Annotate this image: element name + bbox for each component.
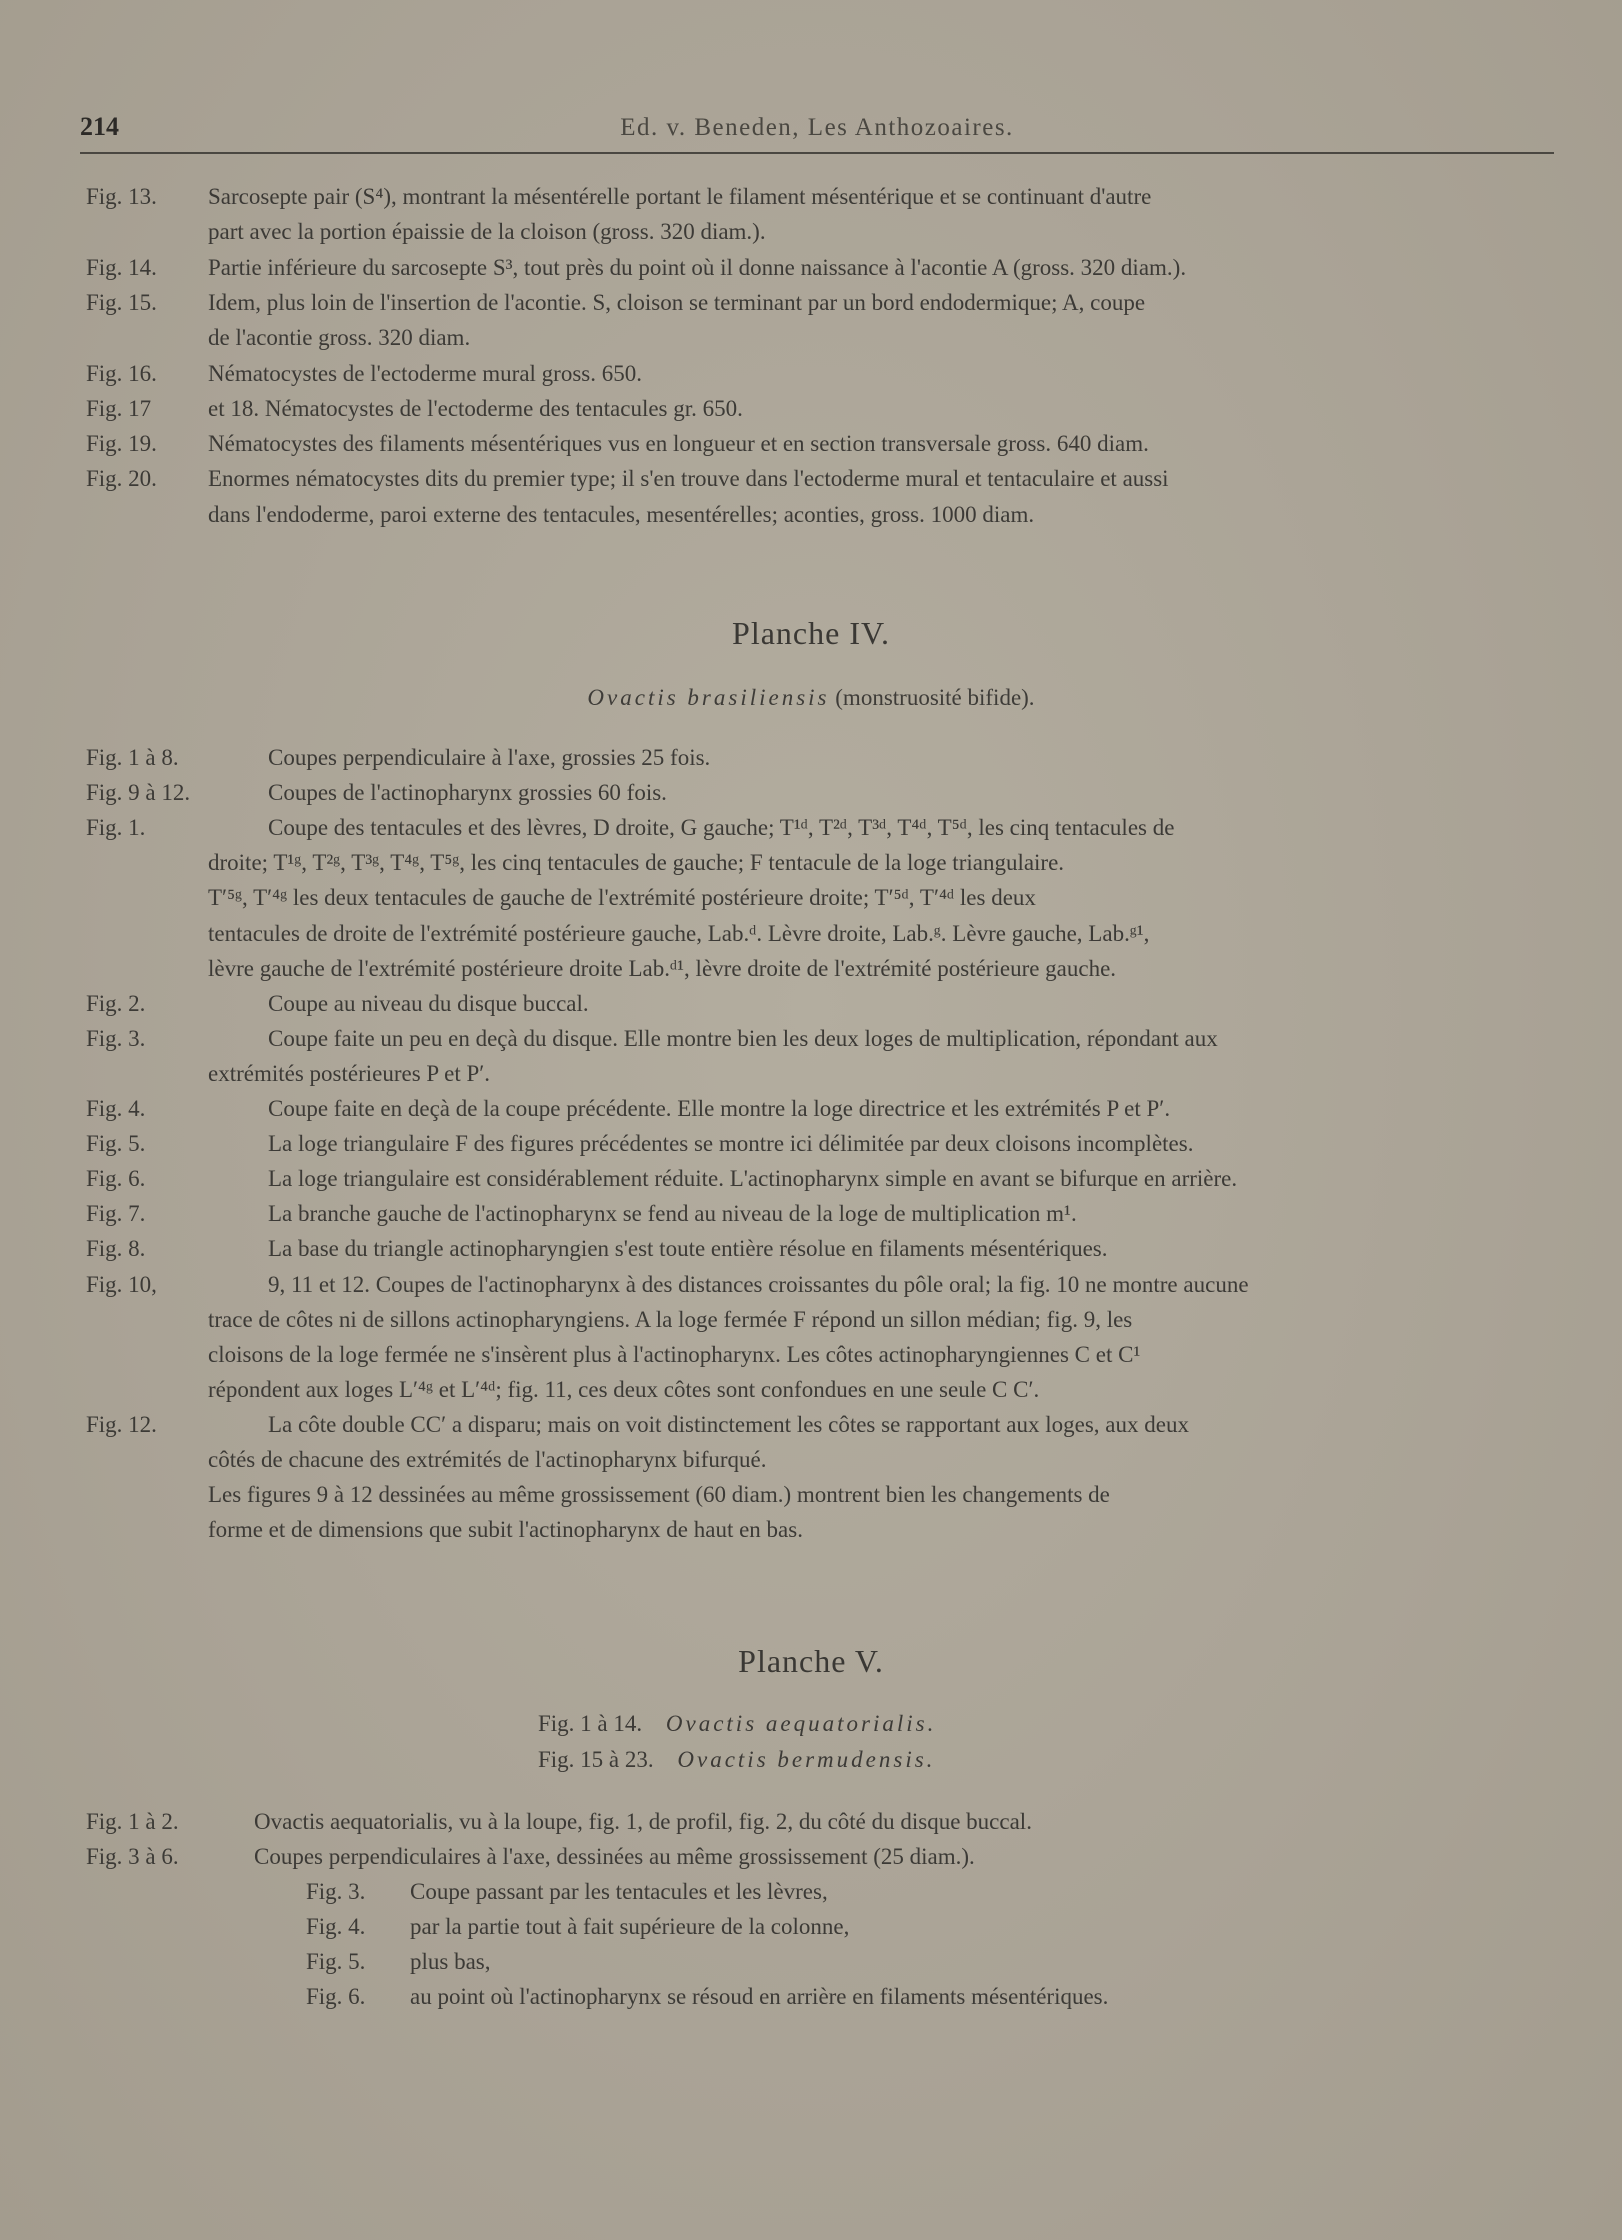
caption-line: Coupes perpendiculaire à l'axe, grossies 25 fois. xyxy=(268,745,711,770)
running-head: Ed. v. Beneden, Les Anthozoaires. xyxy=(620,114,1014,141)
figure-label: Fig. 3 à 6. xyxy=(86,1844,179,1869)
caption-line: Idem, plus loin de l'insertion de l'acontie. S, cloison se terminant par un bord endodermique; A, coupe xyxy=(208,289,1146,315)
sub-figure-label: Fig. 3. xyxy=(306,1879,366,1904)
page-header xyxy=(80,112,1554,154)
caption-line: Nématocystes de l'ectoderme mural gross. 650. xyxy=(208,360,642,386)
caption-line: La côte double CC′ a disparu; mais on voit distinctement les côtes se rapportant aux loges, aux deux xyxy=(268,1411,1189,1437)
sub-figure-label: Fig. 5. xyxy=(306,1949,366,1974)
caption-line: Nématocystes des filaments mésentériques vus en longueur et en section transversale gross. 640 diam. xyxy=(208,431,1149,457)
sub-caption-text: par la partie tout à fait supérieure de la colonne, xyxy=(410,1914,850,1939)
figure-label: Fig. 20. xyxy=(86,466,157,492)
caption-line: La branche gauche de l'actinopharynx se fend au niveau de la loge de multiplication m¹. xyxy=(268,1201,1077,1227)
caption-line: forme et de dimensions que subit l'actinopharynx de haut en bas. xyxy=(208,1517,803,1543)
planche-iv-species: Ovactis brasiliensis xyxy=(587,685,830,710)
caption-line: La loge triangulaire F des figures précédentes se montre ici délimitée par deux cloisons incomplètes. xyxy=(268,1131,1194,1157)
caption-line: côtés de chacune des extrémités de l'actinopharynx bifurqué. xyxy=(208,1447,767,1472)
caption-line: Partie inférieure du sarcosepte S³, tout près du point où il donne naissance à l'acontie A (gross. 320 diam.). xyxy=(208,254,1187,280)
figure-label: Fig. 6. xyxy=(86,1166,146,1192)
caption-line: Ovactis aequatorialis, vu à la loupe, fig. 1, de profil, fig. 2, du côté du disque buccal. xyxy=(254,1809,1032,1834)
caption-line: Coupe faite un peu en deçà du disque. Elle montre bien les deux loges de multiplication, répondant aux xyxy=(268,1025,1218,1051)
planche-v-species-2: Ovactis bermudensis. xyxy=(677,1747,936,1772)
figure-label: Fig. 15. xyxy=(86,289,157,315)
figure-label: Fig. 2. xyxy=(86,990,146,1016)
figure-label: Fig. 1 à 8. xyxy=(86,745,179,770)
figure-label: Fig. 12. xyxy=(86,1411,157,1437)
caption-line: et 18. Nématocystes de l'ectoderme des tentacules gr. 650. xyxy=(208,395,743,421)
caption-line: Coupes perpendiculaires à l'axe, dessinées au même grossissement (25 diam.). xyxy=(254,1844,975,1869)
figure-label: Fig. 10, xyxy=(86,1271,157,1297)
caption-line: de l'acontie gross. 320 diam. xyxy=(208,325,471,351)
figure-label: Fig. 14. xyxy=(86,254,157,280)
planche-iv-title: Planche IV. xyxy=(732,615,890,651)
figure-label: Fig. 16. xyxy=(86,360,157,386)
sub-caption-text: plus bas, xyxy=(410,1949,491,1974)
planche-v-range-1 xyxy=(538,1711,936,1737)
planche-v-title: Planche V. xyxy=(738,1643,884,1679)
caption-line: Coupe au niveau du disque buccal. xyxy=(268,990,589,1016)
caption-line: dans l'endoderme, paroi externe des tentacules, mesentérelles; aconties, gross. 1000 diam. xyxy=(208,501,1035,527)
caption-line: T′⁵ᵍ, T′⁴ᵍ les deux tentacules de gauche de l'extrémité postérieure droite; T′⁵ᵈ, T′⁴ᵈ les deux xyxy=(208,885,1036,911)
caption-line: tentacules de droite de l'extrémité postérieure gauche, Lab.ᵈ. Lèvre droite, Lab.ᵍ. Lèvre gauche, Lab.ᵍ¹, xyxy=(208,920,1150,946)
figure-label: Fig. 7. xyxy=(86,1201,146,1227)
figure-label: Fig. 8. xyxy=(86,1236,146,1262)
caption-line: lèvre gauche de l'extrémité postérieure droite Lab.ᵈ¹, lèvre droite de l'extrémité postérieure gauche. xyxy=(208,955,1117,981)
caption-line: Enormes nématocystes dits du premier type; il s'en trouve dans l'ectoderme mural et tentaculaire et aussi xyxy=(208,466,1169,492)
planche-iv-species-note: (monstruosité bifide). xyxy=(835,685,1035,710)
planche-v-range-2 xyxy=(538,1747,935,1773)
figure-label: Fig. 5. xyxy=(86,1131,146,1157)
caption-line: La loge triangulaire est considérablement réduite. L'actinopharynx simple en avant se bifurque en arrière. xyxy=(268,1166,1238,1192)
planche-v-species-1: Ovactis aequatorialis. xyxy=(665,1711,937,1736)
figure-label: Fig. 9 à 12. xyxy=(86,780,191,806)
caption-line: Les figures 9 à 12 dessinées au même grossissement (60 diam.) montrent bien les changements de xyxy=(208,1482,1110,1508)
caption-line: Sarcosepte pair (S⁴), montrant la mésentérelle portant le filament mésentérique et se continuant d'autre xyxy=(208,184,1152,209)
figure-label: Fig. 19. xyxy=(86,431,157,457)
caption-line: 9, 11 et 12. Coupes de l'actinopharynx à des distances croissantes du pôle oral; la fig. 10 ne montre aucune xyxy=(268,1271,1249,1297)
sub-figure-label: Fig. 4. xyxy=(306,1914,366,1939)
caption-line: répondent aux loges L′⁴ᵍ et L′⁴ᵈ; fig. 11, ces deux côtes sont confondues en une seule C C′. xyxy=(208,1376,1040,1402)
planche-v-range-1-fig: Fig. 1 à 14. xyxy=(538,1711,643,1736)
page-number: 214 xyxy=(80,112,119,141)
figure-label: Fig. 17 xyxy=(86,395,152,421)
caption-line: cloisons de la loge fermée ne s'insèrent plus à l'actinopharynx. Les côtes actinopharyngiennes C et C¹ xyxy=(208,1341,1141,1367)
caption-line: part avec la portion épaissie de la cloison (gross. 320 diam.). xyxy=(208,219,766,245)
planche-v-range-2-fig: Fig. 15 à 23. xyxy=(538,1747,654,1772)
caption-line: Coupe faite en deçà de la coupe précédente. Elle montre la loge directrice et les extrémités P et P′. xyxy=(268,1096,1171,1121)
figure-label: Fig. 13. xyxy=(86,184,157,209)
caption-line: trace de côtes ni de sillons actinopharyngiens. A la loge fermée F répond un sillon médian; fig. 9, les xyxy=(208,1306,1133,1332)
figure-label: Fig. 4. xyxy=(86,1096,146,1121)
figure-label: Fig. 1 à 2. xyxy=(86,1809,179,1834)
sub-figure-label: Fig. 6. xyxy=(306,1984,366,2009)
caption-line: extrémités postérieures P et P′. xyxy=(208,1060,491,1086)
caption-line: La base du triangle actinopharyngien s'est toute entière résolue en filaments mésentériques. xyxy=(268,1236,1108,1262)
planche-iv-subtitle xyxy=(0,685,1622,711)
figure-label: Fig. 3. xyxy=(86,1025,146,1051)
caption-line: Coupes de l'actinopharynx grossies 60 fois. xyxy=(268,780,667,806)
figure-label: Fig. 1. xyxy=(86,815,146,841)
caption-line: droite; T¹ᵍ, T²ᵍ, T³ᵍ, T⁴ᵍ, T⁵ᵍ, les cinq tentacules de gauche; F tentacule de la loge triangulaire. xyxy=(208,850,1065,876)
sub-caption-text: au point où l'actinopharynx se résoud en arrière en filaments mésentériques. xyxy=(410,1984,1109,2009)
caption-line: Coupe des tentacules et des lèvres, D droite, G gauche; T¹ᵈ, T²ᵈ, T³ᵈ, T⁴ᵈ, T⁵ᵈ, les cinq tentacules de xyxy=(268,815,1175,841)
sub-caption-text: Coupe passant par les tentacules et les lèvres, xyxy=(410,1879,828,1904)
